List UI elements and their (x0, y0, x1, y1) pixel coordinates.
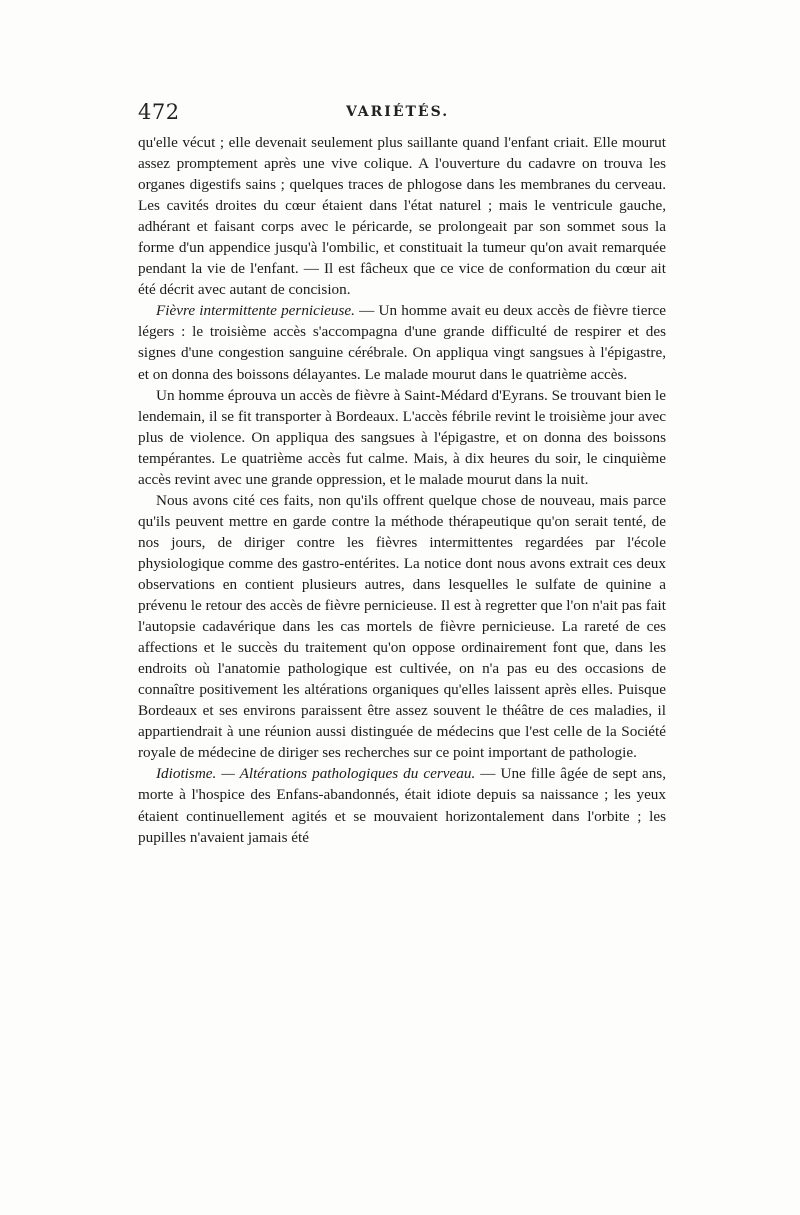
paragraph-idiotisme (138, 763, 666, 847)
page-number: 472 (138, 100, 180, 124)
paragraph-text: Un homme éprouva un accès de fièvre à Saint-Médard d'Eyrans. Se trouvant bien le lendemain, il se fit transporter à Bordeaux. L'accès fébrile revint le troisième jour avec plus de violence. On appliqua des sangsues à l'épigastre, et on donna des boissons tempérantes. Le quatrième accès fut calme. Mais, à dix heures du soir, le cinquième accès revint avec une grande oppression, et le malade mourut dans la nuit. (138, 386, 666, 488)
paragraph-fievre-pernicieuse (138, 300, 666, 384)
paragraph-text: — Un homme avait eu deux accès de fièvre tierce légers : le troisième accès s'accompagna d'une grande difficulté de respirer et des signes d'une congestion sanguine cérébrale. On appliqua vingt sangsues à l'épigastre, et on donna des boissons délayantes. Le malade mourut dans le quatrième accès. (138, 302, 666, 383)
section-heading: Idiotisme. — Altérations pathologiques du cerveau. (156, 765, 476, 783)
page-header (138, 100, 660, 126)
paragraph-text: — Une fille âgée de sept ans, morte à l'hospice des Enfans-abandonnés, était idiote depuis sa naissance ; les yeux étaient continuellement agités et se mouvaient horizontalement dans l'orbite ; les pupilles n'avaient jamais été (138, 765, 667, 846)
paragraph-second-case (138, 385, 666, 490)
paragraph-commentary (138, 490, 666, 764)
paragraph-text: qu'elle vécut ; elle devenait seulement plus saillante quand l'enfant criait. Elle mourut assez promptement après une vive colique. A l'ouverture du cadavre on trouva les organes digestifs sains ; quelques traces de phlogose dans les membranes du cerveau. Les cavités droites du cœur étaient dans l'état naturel ; mais le ventricule gauche, adhérant et faisant corps avec le péricarde, se prolongeait par son sommet sous la forme d'un appendice jusqu'à l'ombilic, et constituait la tumeur qu'on avait remarquée pendant la vie de l'enfant. — Il est fâcheux que ce vice de conformation du cœur ait été décrit avec autant de concision. (138, 134, 666, 299)
body-text (138, 132, 666, 848)
section-heading: Fièvre intermittente pernicieuse. (156, 302, 355, 320)
paragraph-continuation (138, 132, 666, 300)
running-title: VARIÉTÉS. (346, 104, 450, 120)
paragraph-text: Nous avons cité ces faits, non qu'ils offrent quelque chose de nouveau, mais parce qu'ils peuvent mettre en garde contre la méthode thérapeutique qu'on serait tenté, de nos jours, de diriger contre les fièvres intermittentes regardées par l'école physiologique comme des gastro-entérites. La notice dont nous avons extrait ces deux observations en contient plusieurs autres, dans lesquelles le sulfate de quinine a prévenu le retour des accès de fièvre pernicieuse. Il est à regretter que l'on n'ait pas fait l'autopsie cadavérique dans les cas mortels de fièvre pernicieuse. La rareté de ces affections et le succès du traitement qu'on oppose ordinairement font que, dans les endroits où l'anatomie pathologique est cultivée, on n'a pas eu des occasions de connaître positivement les altérations organiques qu'elles laissent après elles. Puisque Bordeaux et ses environs paraissent être assez souvent le théâtre de ces maladies, il appartiendrait à une réunion aussi distinguée de médecins que l'est celle de la Société royale de médecine de diriger ses recherches sur ce point important de pathologie. (138, 491, 666, 762)
